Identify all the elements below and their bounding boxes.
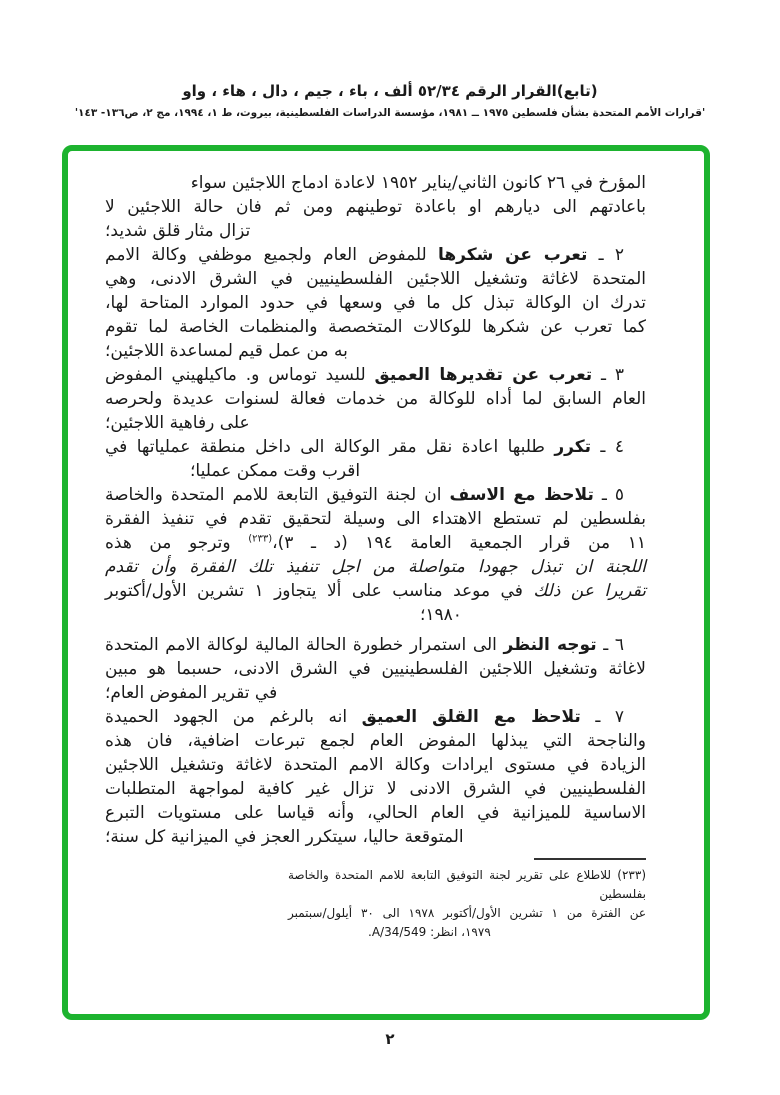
text-segment: طلبها اعادة نقل مقر الوكالة الى داخل منطقة عملياتها في: [105, 437, 555, 457]
text-segment: عن الفترة من ١ تشرين الأول/أكتوبر ١٩٧٨ الى ٣٠ أيلول/سبتمبر: [288, 906, 646, 920]
page-number: ٢: [385, 1030, 395, 1048]
text-segment: على رفاهية اللاجئين؛: [105, 413, 250, 433]
footnote-block: [288, 866, 646, 942]
text-segment: المؤرخ في ٢٦ كانون الثاني/يناير ١٩٥٢ لاعادة ادماج اللاجئين سواء: [190, 173, 646, 193]
body-line: [105, 555, 646, 579]
body-line: [105, 315, 646, 339]
body-line: [105, 825, 646, 849]
text-segment: اللجنة ان تبذل جهودا متواصلة من اجل تنفيذ تلك الفقرة وأن تقدم: [105, 557, 646, 577]
body-line: [105, 339, 646, 363]
text-segment: ١٩٨٠؛: [420, 605, 462, 625]
text-segment: للمفوض العام ولجميع موظفي وكالة الامم: [105, 245, 438, 265]
text-segment: في موعد مناسب على ألا يتجاوز ١ تشرين الأول/أكتوبر: [105, 581, 534, 601]
text-segment: ١١ من قرار الجمعية العامة ١٩٤ (د ـ ٣)،: [272, 533, 646, 553]
footnote-separator: [534, 858, 646, 860]
text-segment: اقرب وقت ممكن عمليا؛: [190, 461, 361, 481]
text-segment: به من عمل قيم لمساعدة اللاجئين؛: [105, 341, 348, 361]
body-line: [105, 705, 624, 729]
text-segment: الزيادة في مستوى ايرادات وكالة الامم المتحدة لاغاثة وتشغيل اللاجئين: [105, 755, 646, 775]
body-line: [105, 753, 646, 777]
body-line: [105, 657, 646, 681]
text-segment: الى استمرار خطورة الحالة المالية لوكالة الامم المتحدة: [105, 635, 504, 655]
text-segment: الاساسية للميزانية في العام الحالي، وأنه قياسا على مستويات التبرع: [105, 803, 646, 823]
text-segment: ٧ ـ: [580, 707, 624, 727]
resolution-body-text: [105, 171, 646, 849]
body-line: [105, 387, 646, 411]
body-line: [105, 483, 624, 507]
body-line: [105, 411, 646, 435]
text-segment: وترجو من هذه: [105, 533, 249, 553]
text-segment: الفلسطينيين في الشرق الادنى لا تزال غير كافية لمواجهة المتطلبات: [105, 779, 646, 799]
text-segment: بفلسطين لم تستطع الاهتداء الى وسيلة لتحقيق تقدم في تنفيذ الفقرة: [105, 509, 646, 529]
highlight-border-box: [62, 145, 710, 1020]
body-line: [105, 435, 624, 459]
text-segment: ٣ ـ: [592, 365, 624, 385]
text-segment: تعرب عن شكرها: [437, 245, 588, 265]
text-segment: ٦ ـ: [596, 635, 624, 655]
text-segment: (٢٣٣) للاطلاع على تقرير لجنة التوفيق التابعة للامم المتحدة والخاصة بفلسطين: [288, 868, 646, 901]
text-segment: العام السابق لما أداه للوكالة من خدمات فعالة لسنوات عديدة ولحرصه: [105, 389, 646, 409]
text-segment: ٥ ـ: [593, 485, 625, 505]
text-segment: المتحدة لاغاثة وتشغيل اللاجئين الفلسطينيين في الشرق الادنى، وهي: [105, 269, 646, 289]
text-segment: تدرك ان الوكالة تبذل كل ما في وسعها في حدود الموارد المتاحة لها،: [105, 293, 646, 313]
source-citation: 'قرارات الأمم المتحدة بشأن فلسطين ١٩٧٥ ــ ١٩٨١، مؤسسة الدراسات الفلسطينية، بيروت، ط ١، ١٩٩٤، مج ٢، ص١٣٦- ١٤٣': [74, 107, 706, 119]
body-line: [105, 633, 624, 657]
body-line: [105, 801, 646, 825]
text-segment: تعرب عن تقديرها العميق: [374, 365, 593, 385]
body-line: [105, 267, 646, 291]
text-segment: (٢٣٣): [248, 533, 273, 545]
page-header: [0, 80, 780, 122]
body-line: [105, 219, 646, 243]
text-segment: في تقرير المفوض العام؛: [105, 683, 278, 703]
footnote-line: [368, 923, 646, 942]
text-segment: تلاحظ مع القلق العميق: [361, 707, 581, 727]
text-segment: ١٩٧٩، انظر: A/34/549.: [368, 925, 491, 939]
resolution-title: (تابع)القرار الرقم ٥٢/٣٤ ألف ، باء ، جيم ، دال ، هاء ، واو: [182, 82, 598, 100]
text-segment: ان لجنة التوفيق التابعة للامم المتحدة والخاصة: [105, 485, 450, 505]
body-line: [105, 681, 646, 705]
body-line: [105, 777, 646, 801]
text-segment: للسيد توماس و. ماكيلهيني المفوض: [105, 365, 375, 385]
body-line: [105, 243, 624, 267]
text-segment: تزال مثار قلق شديد؛: [105, 221, 251, 241]
text-segment: باعادتهم الى ديارهم او باعادة توطينهم ومن ثم فان حالة اللاجئين لا: [105, 197, 646, 217]
body-line: [105, 579, 646, 603]
body-line: [105, 729, 646, 753]
text-segment: توجه النظر: [503, 635, 597, 655]
body-line: [105, 363, 624, 387]
text-segment: ٤ ـ: [590, 437, 624, 457]
text-segment: لاغاثة وتشغيل اللاجئين الفلسطينيين في الشرق الادنى، حسبما هو مبين: [105, 659, 646, 679]
text-segment: المتوقعة حاليا، سيتكرر العجز في الميزانية كل سنة؛: [105, 827, 464, 847]
text-segment: كما تعرب عن شكرها للوكالات المتخصصة والمنظمات الخاصة لما تقوم: [105, 317, 646, 337]
text-segment: تقريرا عن ذلك: [533, 581, 646, 601]
text-segment: ٢ ـ: [587, 245, 624, 265]
body-line: [190, 459, 646, 483]
body-line: [105, 507, 646, 531]
body-line: [105, 171, 646, 195]
text-segment: تلاحظ مع الاسف: [449, 485, 594, 505]
text-segment: تكرر: [554, 437, 591, 457]
footnote-line: [288, 866, 646, 904]
body-line: [420, 603, 646, 627]
body-line: [105, 531, 646, 555]
body-line: [105, 291, 646, 315]
body-line: [105, 195, 646, 219]
text-segment: انه بالرغم من الجهود الحميدة: [105, 707, 362, 727]
text-segment: والناجحة التي يبذلها المفوض العام لجمع تبرعات اضافية، فان هذه: [105, 731, 646, 751]
footnote-line: [288, 904, 646, 923]
